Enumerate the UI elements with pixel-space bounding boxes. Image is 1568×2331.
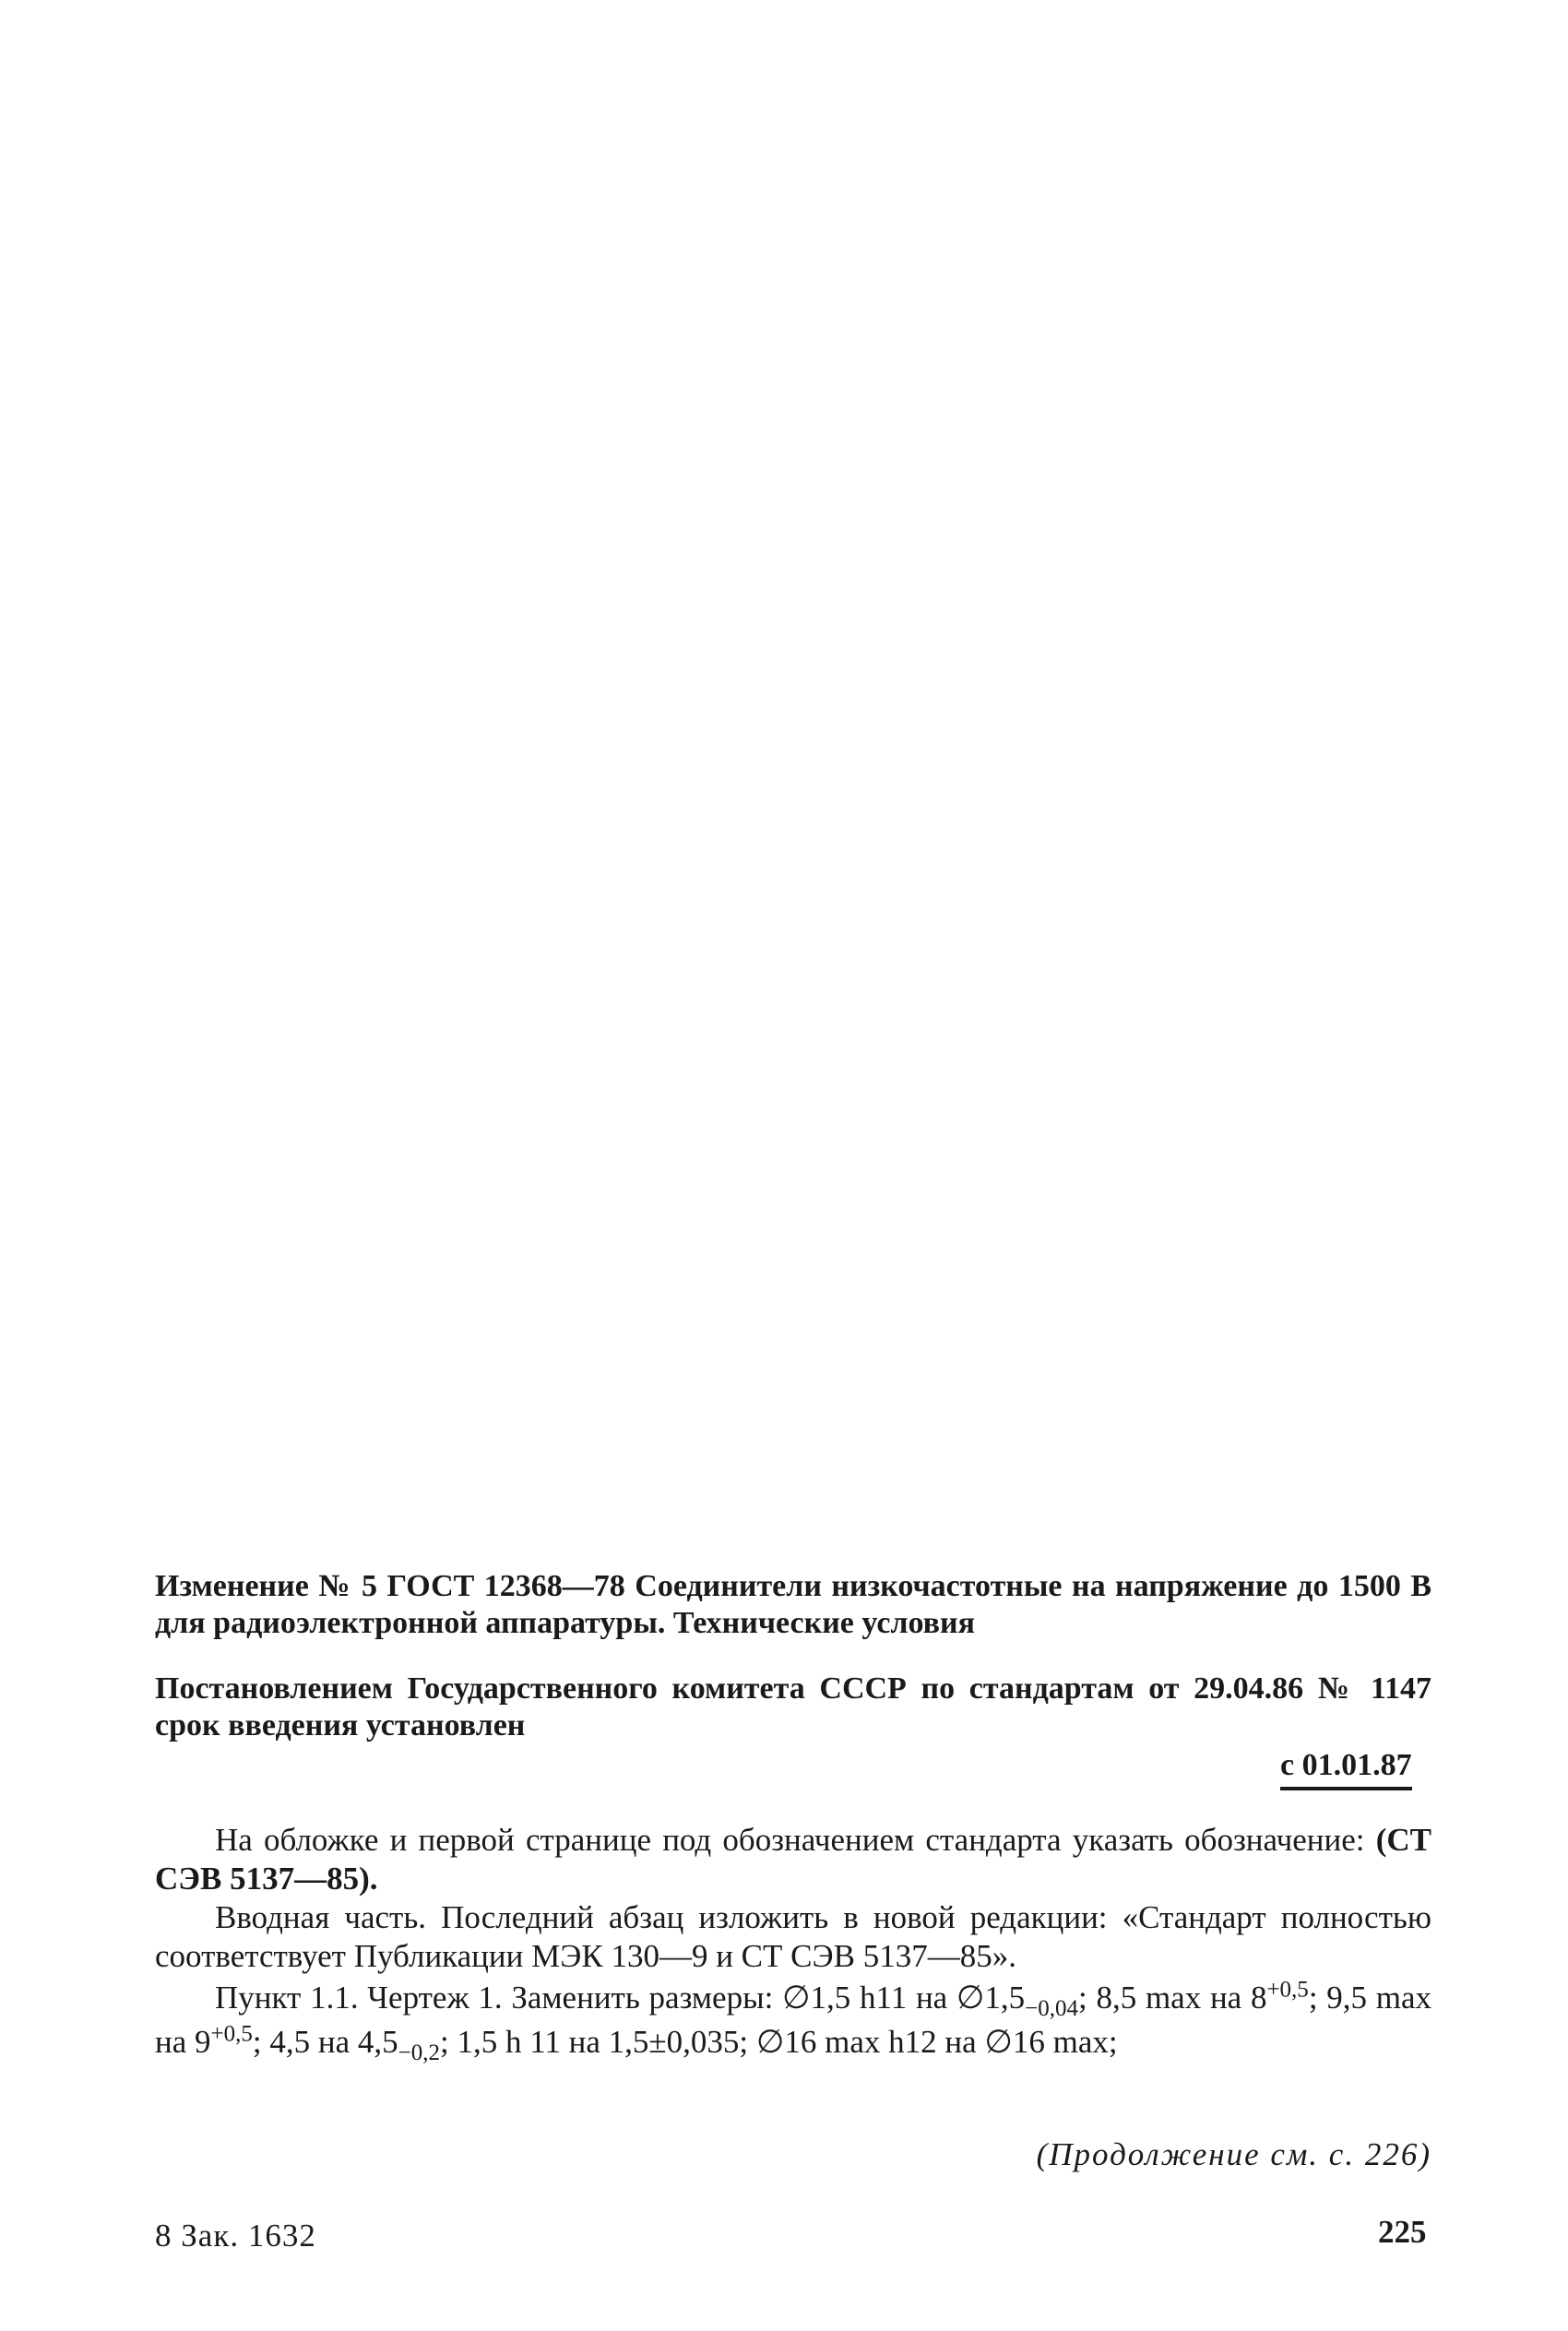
decree-text: Постановлением Государственного комитета СССР по стандартам от 29.04.86 № 1147 срок введения установлен bbox=[155, 1671, 1431, 1742]
paragraph-cover bbox=[155, 1821, 1431, 1898]
continuation-note: (Продолжение см. с. 226) bbox=[1036, 2136, 1431, 2172]
paragraph-intro: Вводная часть. Последний абзац изложить в новой редакции: «Стандарт полностью соответствует Публикации МЭК 130—9 и СТ СЭВ 5137—85». bbox=[155, 1899, 1431, 1974]
order-number: 8 Зак. 1632 bbox=[155, 2218, 316, 2254]
item-text-b: ; 8,5 max на 8 bbox=[1078, 1980, 1267, 2016]
item-tolerance-2: +0,5 bbox=[1266, 1977, 1309, 2003]
page-number: 225 bbox=[1378, 2214, 1427, 2250]
paragraph-cover-text: На обложке и первой странице под обозначением стандарта указать обозначение: bbox=[215, 1822, 1365, 1858]
item-tolerance-1: −0,04 bbox=[1025, 1996, 1079, 2021]
item-text-e: ; 1,5 h 11 на 1,5±0,035; ∅16 max h12 на ∅16 max; bbox=[439, 2024, 1118, 2060]
item-text-a: Пункт 1.1. Чертеж 1. Заменить размеры: ∅1,5 h11 на ∅1,5 bbox=[215, 1980, 1026, 2016]
paragraph-item-1-1 bbox=[155, 1976, 1431, 2064]
paragraph-cover-designation: (СТ СЭВ 5137—85). bbox=[155, 1822, 1432, 1897]
amendment-title: Изменение № 5 ГОСТ 12368—78 Соединители низкочастотные на напряжение до 1500 В для радиоэлектронной аппаратуры. Технические условия bbox=[155, 1569, 1431, 1640]
item-text-d: ; 4,5 на 4,5 bbox=[252, 2024, 398, 2060]
item-tolerance-3: +0,5 bbox=[210, 2021, 253, 2047]
effective-date: с 01.01.87 bbox=[1280, 1747, 1412, 1790]
item-tolerance-4: −0,2 bbox=[398, 2040, 440, 2065]
item-text-c: ; 9,5 max на 9 bbox=[155, 1980, 1431, 2060]
